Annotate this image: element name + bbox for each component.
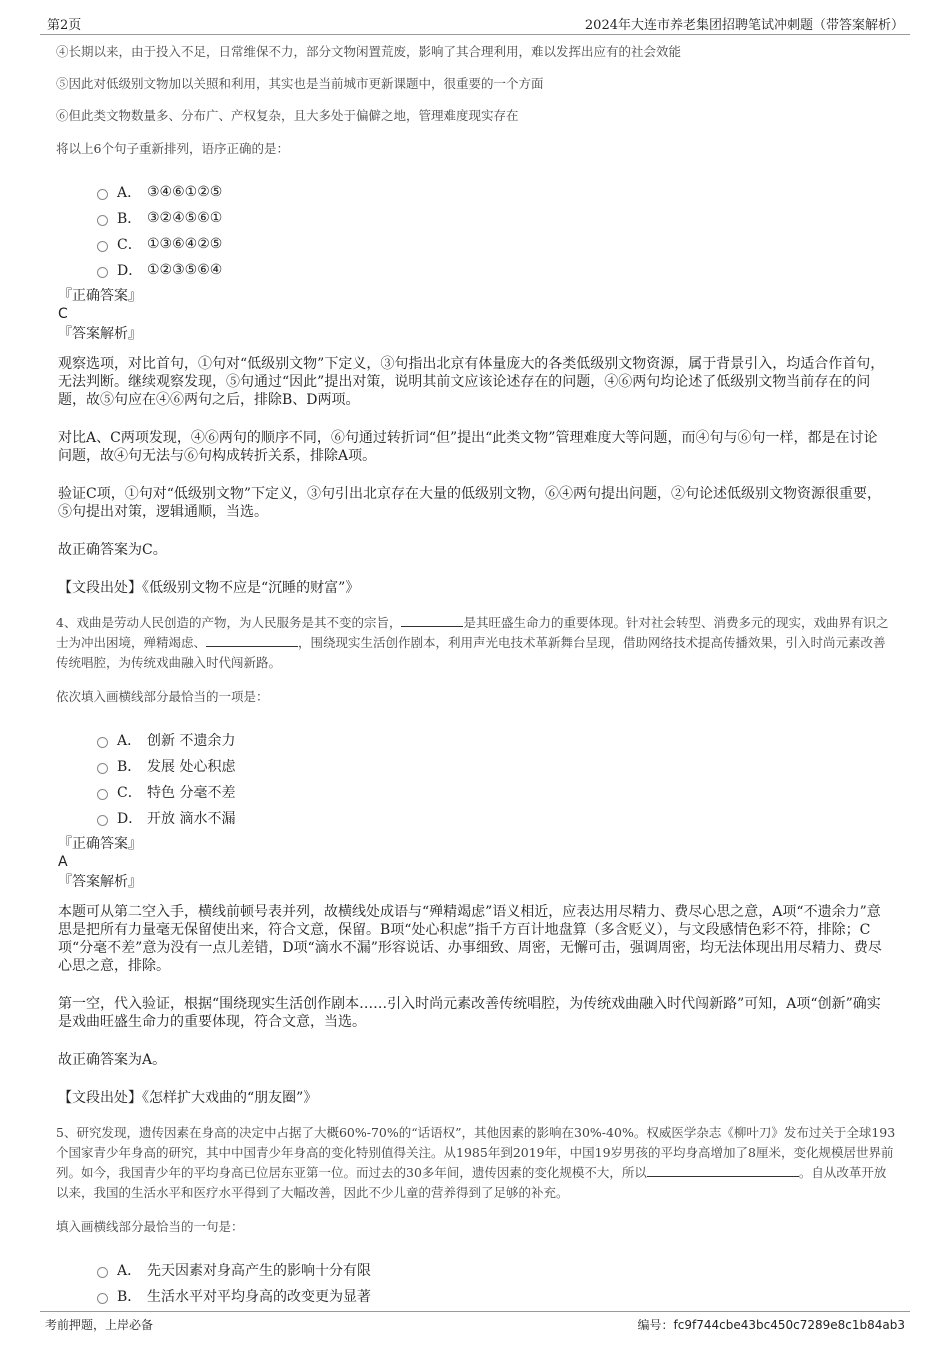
question-prompt: 将以上6个句子重新排列，语序正确的是：	[56, 141, 289, 156]
option-d[interactable]	[97, 805, 900, 831]
footer-slogan: 考前押题，上岸必备	[45, 1318, 154, 1332]
question-text-part: 。自从改革开放以来，我国的生活水平和医疗水平得到了大幅改善，因此不少儿童的营养得到了足够的补充。	[56, 1165, 887, 1200]
sentence-4: ④长期以来，由于投入不足，日常维保不力，部分文物闲置荒废，影响了其合理利用，难以发挥出应有的社会效能	[56, 44, 682, 59]
option-text: ③④⑥①②⑤	[147, 184, 223, 200]
option-text: 创新 不遗余力	[147, 733, 236, 749]
page-footer	[40, 1311, 910, 1338]
answer-blank	[647, 1164, 799, 1177]
option-text: 生活水平对平均身高的改变更为显著	[147, 1289, 371, 1305]
option-list	[97, 179, 900, 283]
analysis-paragraph: 观察选项，对比首句，①句对“低级别文物”下定义，③句指出北京有体量庞大的各类低级别文物资源，属于背景引入，均适合作首句，无法判断。继续观察发现，⑤句通过“因此”提出对策，说明其前文应该论述存在的问题，④⑥两句均论述了低级别文物当前存在的问题，故⑤句应在④⑥两句之后，排除B、D两项。	[58, 356, 885, 408]
radio-icon[interactable]	[97, 267, 108, 278]
analysis-paragraph: 对比A、C两项发现，④⑥两句的顺序不同，⑥句通过转折词“但”提出“此类文物”管理难度大等问题，而④句与⑥句一样，都是在讨论问题，故④句无法与⑥句构成转折关系，排除A项。	[58, 430, 878, 464]
sentence-6: ⑥但此类文物数量多、分布广、产权复杂，且大多处于偏僻之地，管理难度现实存在	[56, 108, 519, 123]
question-text-part: ，围绕现实生活创作剧本，利用声光电技术革新舞台呈现，借助网络技术提高传播效果，引入时尚元素改善传统唱腔，为传统戏曲融入时代闯新路。	[56, 635, 886, 670]
option-letter: C．	[117, 785, 142, 801]
option-d[interactable]	[97, 257, 900, 283]
option-list	[97, 727, 900, 831]
option-text: 特色 分毫不差	[147, 785, 236, 801]
analysis-paragraph: 本题可从第二空入手，横线前顿号表并列，故横线处成语与“殚精竭虑”语义相近，应表达用尽精力、费尽心思之意，A项“不遗余力”意思是把所有力量毫无保留使出来，符合文意，保留。B项“处心积虑”指千方百计地盘算（多含贬义），与文段感情色彩不符，排除；C项“分毫不差”意为没有一点儿差错，D项“滴水不漏”形容说话、办事细致、周密，无懈可击，强调周密，均无法体现出用尽精力、费尽心思之意，排除。	[58, 904, 882, 974]
sentence-5: ⑤因此对低级别文物加以关照和利用，其实也是当前城市更新课题中，很重要的一个方面	[56, 76, 544, 91]
option-c[interactable]	[97, 779, 900, 805]
source-citation: 【文段出处】《低级别文物不应是“沉睡的财富”》	[58, 580, 360, 596]
code-value: fc9f744cbe43bc450c7289e8c1b84ab3	[673, 1318, 905, 1332]
option-text: ①②③⑤⑥④	[147, 262, 223, 278]
option-a[interactable]	[97, 179, 900, 205]
question-prompt: 依次填入画横线部分最恰当的一项是：	[56, 689, 269, 704]
option-letter: A．	[117, 733, 142, 749]
page-content	[50, 43, 900, 1309]
option-c[interactable]	[97, 231, 900, 257]
analysis-paragraph: 第一空，代入验证，根据“围绕现实生活创作剧本……引入时尚元素改善传统唱腔，为传统戏曲融入时代闯新路”可知，A项“创新”确实是戏曲旺盛生命力的重要体现，符合文意，当选。	[58, 996, 881, 1030]
question-4	[50, 613, 900, 1107]
answer-heading: 『正确答案』	[58, 288, 142, 304]
radio-icon[interactable]	[97, 215, 108, 226]
radio-icon[interactable]	[97, 737, 108, 748]
analysis-heading: 『答案解析』	[58, 874, 142, 890]
option-text: 先天因素对身高产生的影响十分有限	[147, 1263, 371, 1279]
radio-icon[interactable]	[97, 815, 108, 826]
document-code	[638, 1316, 905, 1333]
option-b[interactable]	[97, 753, 900, 779]
option-letter: B．	[117, 1289, 142, 1305]
analysis-heading: 『答案解析』	[58, 326, 142, 342]
page-header	[40, 12, 910, 35]
option-b[interactable]	[97, 205, 900, 231]
question-5	[50, 1123, 900, 1309]
option-text: ③②④⑤⑥①	[147, 210, 223, 226]
option-text: ①③⑥④②⑤	[147, 236, 223, 252]
analysis-paragraph: 验证C项，①句对“低级别文物”下定义，③句引出北京存在大量的低级别文物，⑥④两句提出问题，②句论述低级别文物资源很重要，⑤句提出对策，逻辑通顺，当选。	[58, 486, 882, 520]
answer-heading: 『正确答案』	[58, 836, 142, 852]
option-a[interactable]	[97, 727, 900, 753]
radio-icon[interactable]	[97, 1293, 108, 1304]
question-text-part: 是其旺盛生命力的重要体现。针对社会转型、消费多元的现实，戏曲界有识之士为冲出困境，殚精竭虑、	[56, 615, 889, 650]
question-text-part: 4、戏曲是劳动人民创造的产物，为人民服务是其不变的宗旨，	[56, 615, 402, 630]
option-b[interactable]	[97, 1283, 900, 1309]
question-text-part: 5、研究发现，遗传因素在身高的决定中占据了大概60%-70%的“话语权”，其他因素的影响在30%-40%。权威医学杂志《柳叶刀》发布过关于全球193个国家青少年身高的研究，其中中国青少年身高的变化特别值得关注。从1985年到2019年，中国19岁男孩的平均身高增加了8厘米，变化规模居世界前列。如今，我国青少年的平均身高已位居东亚第一位。而过去的30多年间，遗传因素的变化规模不大，所以	[56, 1125, 896, 1180]
answer-blank-2	[206, 634, 298, 647]
option-letter: C．	[117, 237, 142, 253]
code-label: 编号：	[637, 1318, 674, 1332]
page-number: 第2页	[47, 18, 82, 33]
option-letter: D．	[117, 263, 143, 279]
option-text: 发展 处心积虑	[147, 759, 236, 775]
answer-value: C	[58, 306, 68, 322]
source-citation: 【文段出处】《怎样扩大戏曲的“朋友圈”》	[58, 1090, 318, 1106]
option-letter: D．	[117, 811, 143, 827]
radio-icon[interactable]	[97, 241, 108, 252]
question-text	[56, 1123, 898, 1203]
answer-value: A	[58, 854, 68, 870]
option-letter: B．	[117, 211, 142, 227]
radio-icon[interactable]	[97, 189, 108, 200]
answer-blank-1	[401, 614, 463, 627]
question-3	[50, 43, 900, 597]
analysis-conclusion: 故正确答案为C。	[58, 542, 167, 558]
option-letter: B．	[117, 759, 142, 775]
radio-icon[interactable]	[97, 763, 108, 774]
option-text: 开放 滴水不漏	[147, 811, 236, 827]
option-letter: A．	[117, 1263, 142, 1279]
option-a[interactable]	[97, 1257, 900, 1283]
radio-icon[interactable]	[97, 1267, 108, 1278]
option-list	[97, 1257, 900, 1309]
option-letter: A．	[117, 185, 142, 201]
question-text	[56, 613, 898, 673]
analysis-conclusion: 故正确答案为A。	[58, 1052, 167, 1068]
question-prompt: 填入画横线部分最恰当的一句是：	[56, 1219, 244, 1234]
document-title: 2024年大连市养老集团招聘笔试冲刺题（带答案解析）	[584, 18, 904, 33]
radio-icon[interactable]	[97, 789, 108, 800]
